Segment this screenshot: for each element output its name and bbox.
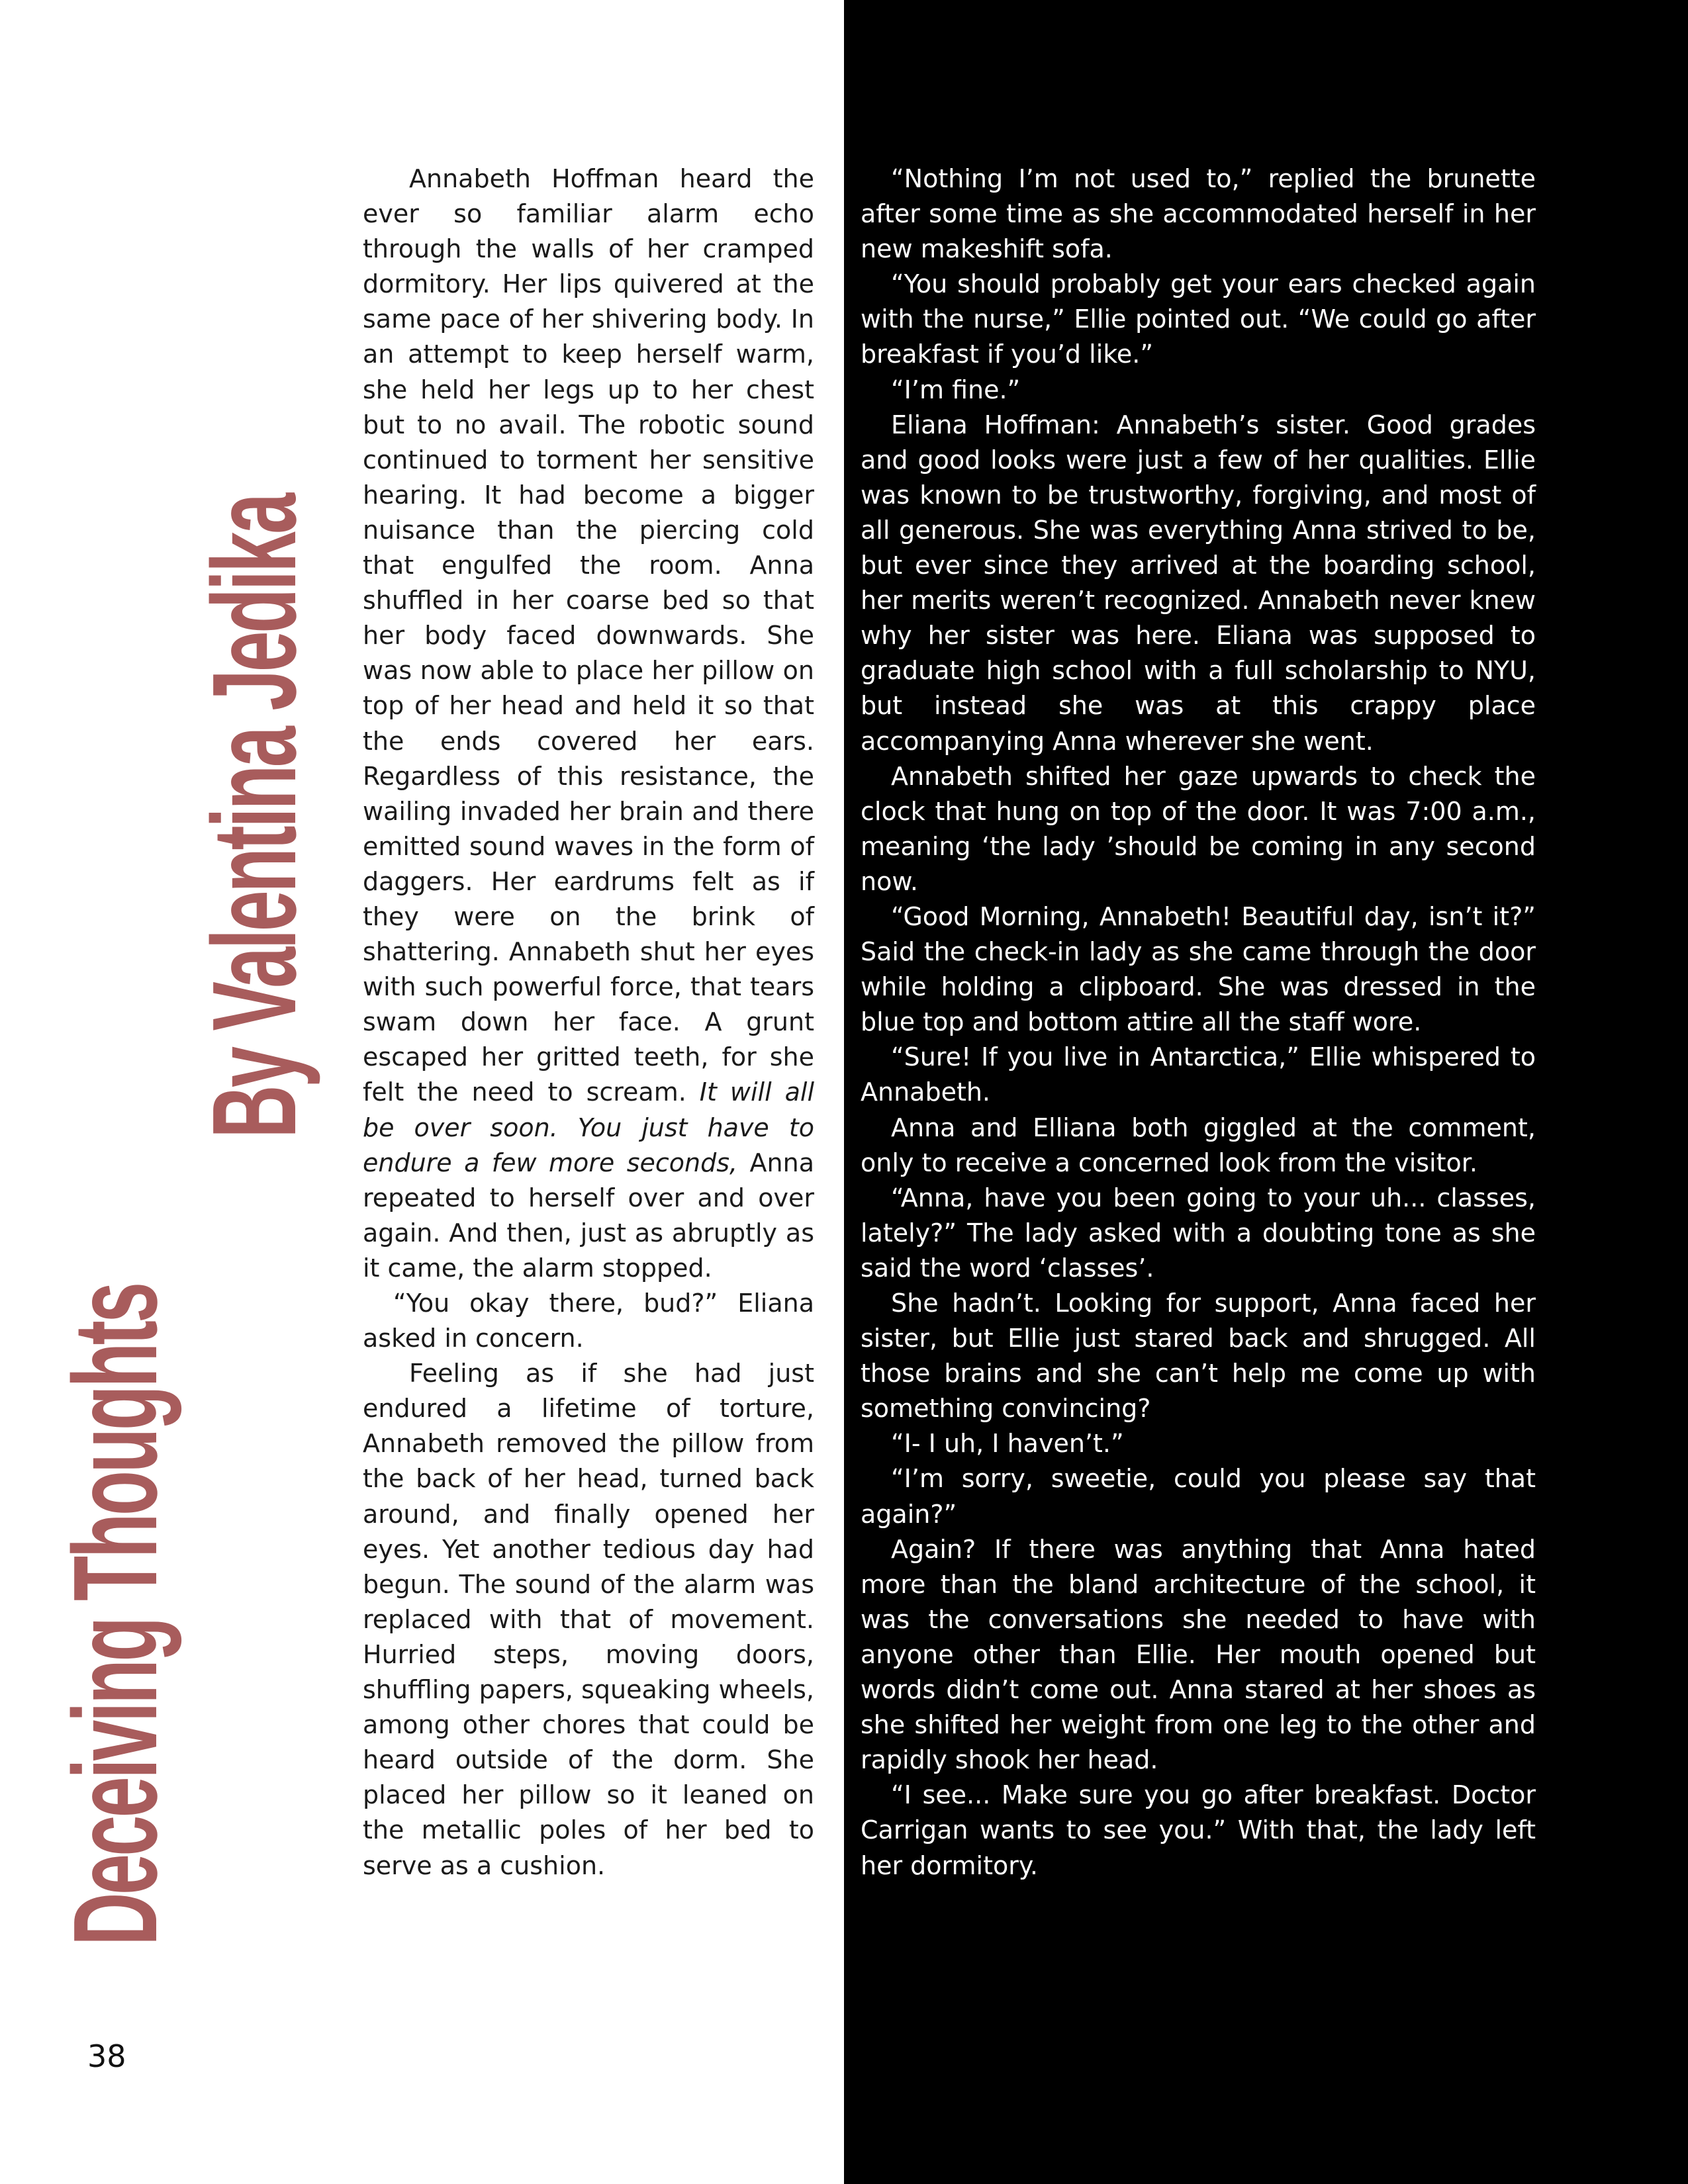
paragraph: “I- I uh, I haven’t.” <box>891 1429 1124 1459</box>
left-text-column <box>363 161 814 1884</box>
vertical-title-block <box>46 159 324 1946</box>
paragraph: “I see... Make sure you go after breakfast. Doctor Carrigan wants to see you.” With that, the lady left her dormitory. <box>861 1780 1536 1880</box>
paragraph: Annabeth Hoffman heard the ever so familiar alarm echo through the walls of her cramped dormitory. Her lips quivered at the same pace of her shivering body. In an attempt to keep herself warm, she held her legs up to her chest but to no avail. The robotic sound continued to torment her sensitive hearing. It had become a bigger nuisance than the piercing cold that engulfed the room. Anna shuffled in her coarse bed so that her body faced downwards. She was now able to place her pillow on top of her head and held it so that the ends covered her ears. Regardless of this resistance, the wailing invaded her brain and there emitted sound waves in the form of daggers. Her eardrums felt as if they were on the brink of shattering. Annabeth shut her eyes with such powerful force, that tears swam down her face. A grunt escaped her gritted teeth, for she felt the need to scream. It will all be over soon. You just have to endure a few more seconds, Anna repeated to herself over and over again. And then, just as abruptly as it came, the alarm stopped. <box>363 164 814 1283</box>
right-text-column <box>861 161 1536 1884</box>
paragraph: “I’m sorry, sweetie, could you please say that again?” <box>861 1464 1536 1529</box>
paragraph: “Anna, have you been going to your uh... classes, lately?” The lady asked with a doubting tone as she said the word ‘classes’. <box>861 1183 1536 1283</box>
paragraph: “I’m fine.” <box>891 375 1021 404</box>
paragraph: “Nothing I’m not used to,” replied the brunette after some time as she accommodated herself in her new makeshift sofa. <box>861 164 1536 264</box>
paragraph: “Sure! If you live in Antarctica,” Ellie whispered to Annabeth. <box>861 1042 1536 1107</box>
paragraph: “You okay there, bud?” Eliana asked in concern. <box>363 1289 814 1353</box>
paragraph: Feeling as if she had just endured a lifetime of torture, Annabeth removed the pillow from the back of her head, turned back around, and finally opened her eyes. Yet another tedious day had begun. The sound of the alarm was replaced with that of movement. Hurried steps, moving doors, shuffling papers, squeaking wheels, among other chores that could be heard outside of the dorm. She placed her pillow so it leaned on the metallic poles of her bed to serve as a cushion. <box>363 1359 814 1880</box>
paragraph: Annabeth shifted her gaze upwards to check the clock that hung on top of the door. It was 7:00 a.m., meaning ‘the lady ’should be coming in any second now. <box>861 761 1536 896</box>
paragraph: Again? If there was anything that Anna hated more than the bland architecture of the school, it was the conversations she needed to have with anyone other than Ellie. Her mouth opened but words didn’t come out. Anna stared at her shoes as she shifted her weight from one leg to the other and rapidly shook her head. <box>861 1534 1536 1775</box>
paragraph: Anna and Elliana both giggled at the comment, only to receive a concerned look from the visitor. <box>861 1113 1536 1177</box>
italic-thought: It will all be over soon. You just have to endure a few more seconds, <box>363 1077 814 1177</box>
paragraph: Eliana Hoffman: Annabeth’s sister. Good grades and good looks were just a few of her qualities. Ellie was known to be trustworthy, forgiving, and most of all generous. She was everything Anna strived to be, but ever since they arrived at the boarding school, her merits weren’t recognized. Annabeth never knew why her sister was here. Eliana was supposed to graduate high school with a full scholarship to NYU, but instead she was at this crappy place accompanying Anna wherever she went. <box>861 410 1536 756</box>
article-byline: By Valentina Jedika <box>188 495 321 1138</box>
paragraph: She hadn’t. Looking for support, Anna faced her sister, but Ellie just stared back and shrugged. All those brains and she can’t help me come up with something convincing? <box>861 1289 1536 1424</box>
paragraph: “You should probably get your ears checked again with the nurse,” Ellie pointed out. “We could go after breakfast if you’d like.” <box>861 269 1536 369</box>
paragraph: “Good Morning, Annabeth! Beautiful day, isn’t it?” Said the check-in lady as she came through the door while holding a clipboard. She was dressed in the blue top and bottom attire all the staff wore. <box>861 901 1536 1037</box>
article-title: Deceiving Thoughts <box>49 1284 182 1946</box>
page-number: 38 <box>87 2038 126 2074</box>
